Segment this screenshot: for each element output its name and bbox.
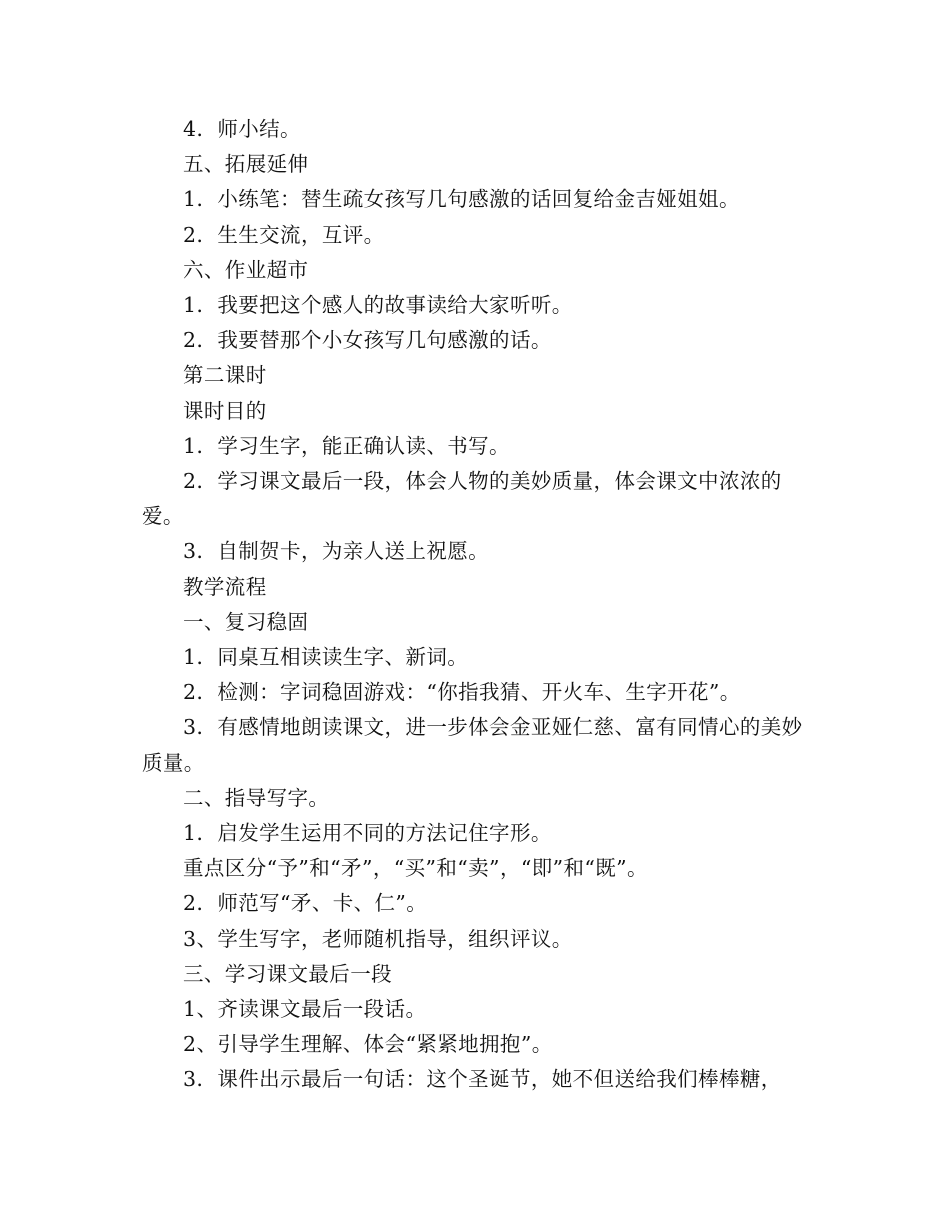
lesson-heading-second-period: 第二课时 (183, 363, 267, 388)
paragraph-review-3: 3．有感情地朗读课文，进一步体会金亚娅仁慈、富有同情心的美妙质量。 (142, 715, 803, 775)
paragraph-summary: 4．师小结。 (183, 117, 301, 141)
section-heading-writing: 二、指导写字。 (183, 785, 330, 810)
paragraph-writing-focus: 重点区分“予”和“矛”，“买”和“卖”，“即”和“既”。 (183, 856, 648, 881)
section-heading-extension: 五、拓展延伸 (183, 152, 309, 177)
paragraph-practice-writing: 1．小练笔：替生疏女孩写几句感激的话回复给金吉娅姐姐。 (183, 187, 740, 212)
paragraph-review-1: 1．同桌互相读读生字、新词。 (183, 645, 469, 670)
paragraph-writing-3: 3、学生写字，老师随机指导，组织评议。 (183, 926, 573, 951)
paragraph-homework-1: 1．我要把这个感人的故事读给大家听听。 (183, 293, 573, 318)
section-heading-homework: 六、作业超市 (183, 257, 309, 282)
paragraph-last-1: 1、齐读课文最后一段话。 (183, 997, 427, 1022)
paragraph-peer-review: 2．生生交流，互评。 (183, 222, 385, 247)
paragraph-last-3: 3．课件出示最后一句话：这个圣诞节，她不但送给我们棒棒糖， (183, 1067, 782, 1092)
lesson-goals-heading: 课时目的 (183, 398, 267, 423)
section-heading-last-paragraph: 三、学习课文最后一段 (183, 961, 392, 986)
section-heading-review: 一、复习稳固 (183, 609, 309, 634)
paragraph-goal-2: 2．学习课文最后一段，体会人物的美妙质量，体会课文中浓浓的爱。 (142, 469, 782, 529)
paragraph-last-2: 2、引导学生理解、体会“紧紧地拥抱”。 (183, 1032, 553, 1057)
paragraph-review-2: 2．检测：字词稳固游戏：“你指我猜、开火车、生字开花”。 (183, 680, 741, 705)
teaching-process-heading: 教学流程 (183, 574, 267, 599)
paragraph-writing-2: 2．师范写“矛、卡、仁”。 (183, 891, 428, 916)
paragraph-goal-1: 1．学习生字，能正确认读、书写。 (183, 433, 510, 458)
paragraph-goal-3: 3．自制贺卡，为亲人送上祝愿。 (183, 539, 490, 564)
document-body (142, 112, 814, 1098)
paragraph-writing-1: 1．启发学生运用不同的方法记住字形。 (183, 821, 552, 846)
paragraph-homework-2: 2．我要替那个小女孩写几句感激的话。 (183, 328, 552, 353)
